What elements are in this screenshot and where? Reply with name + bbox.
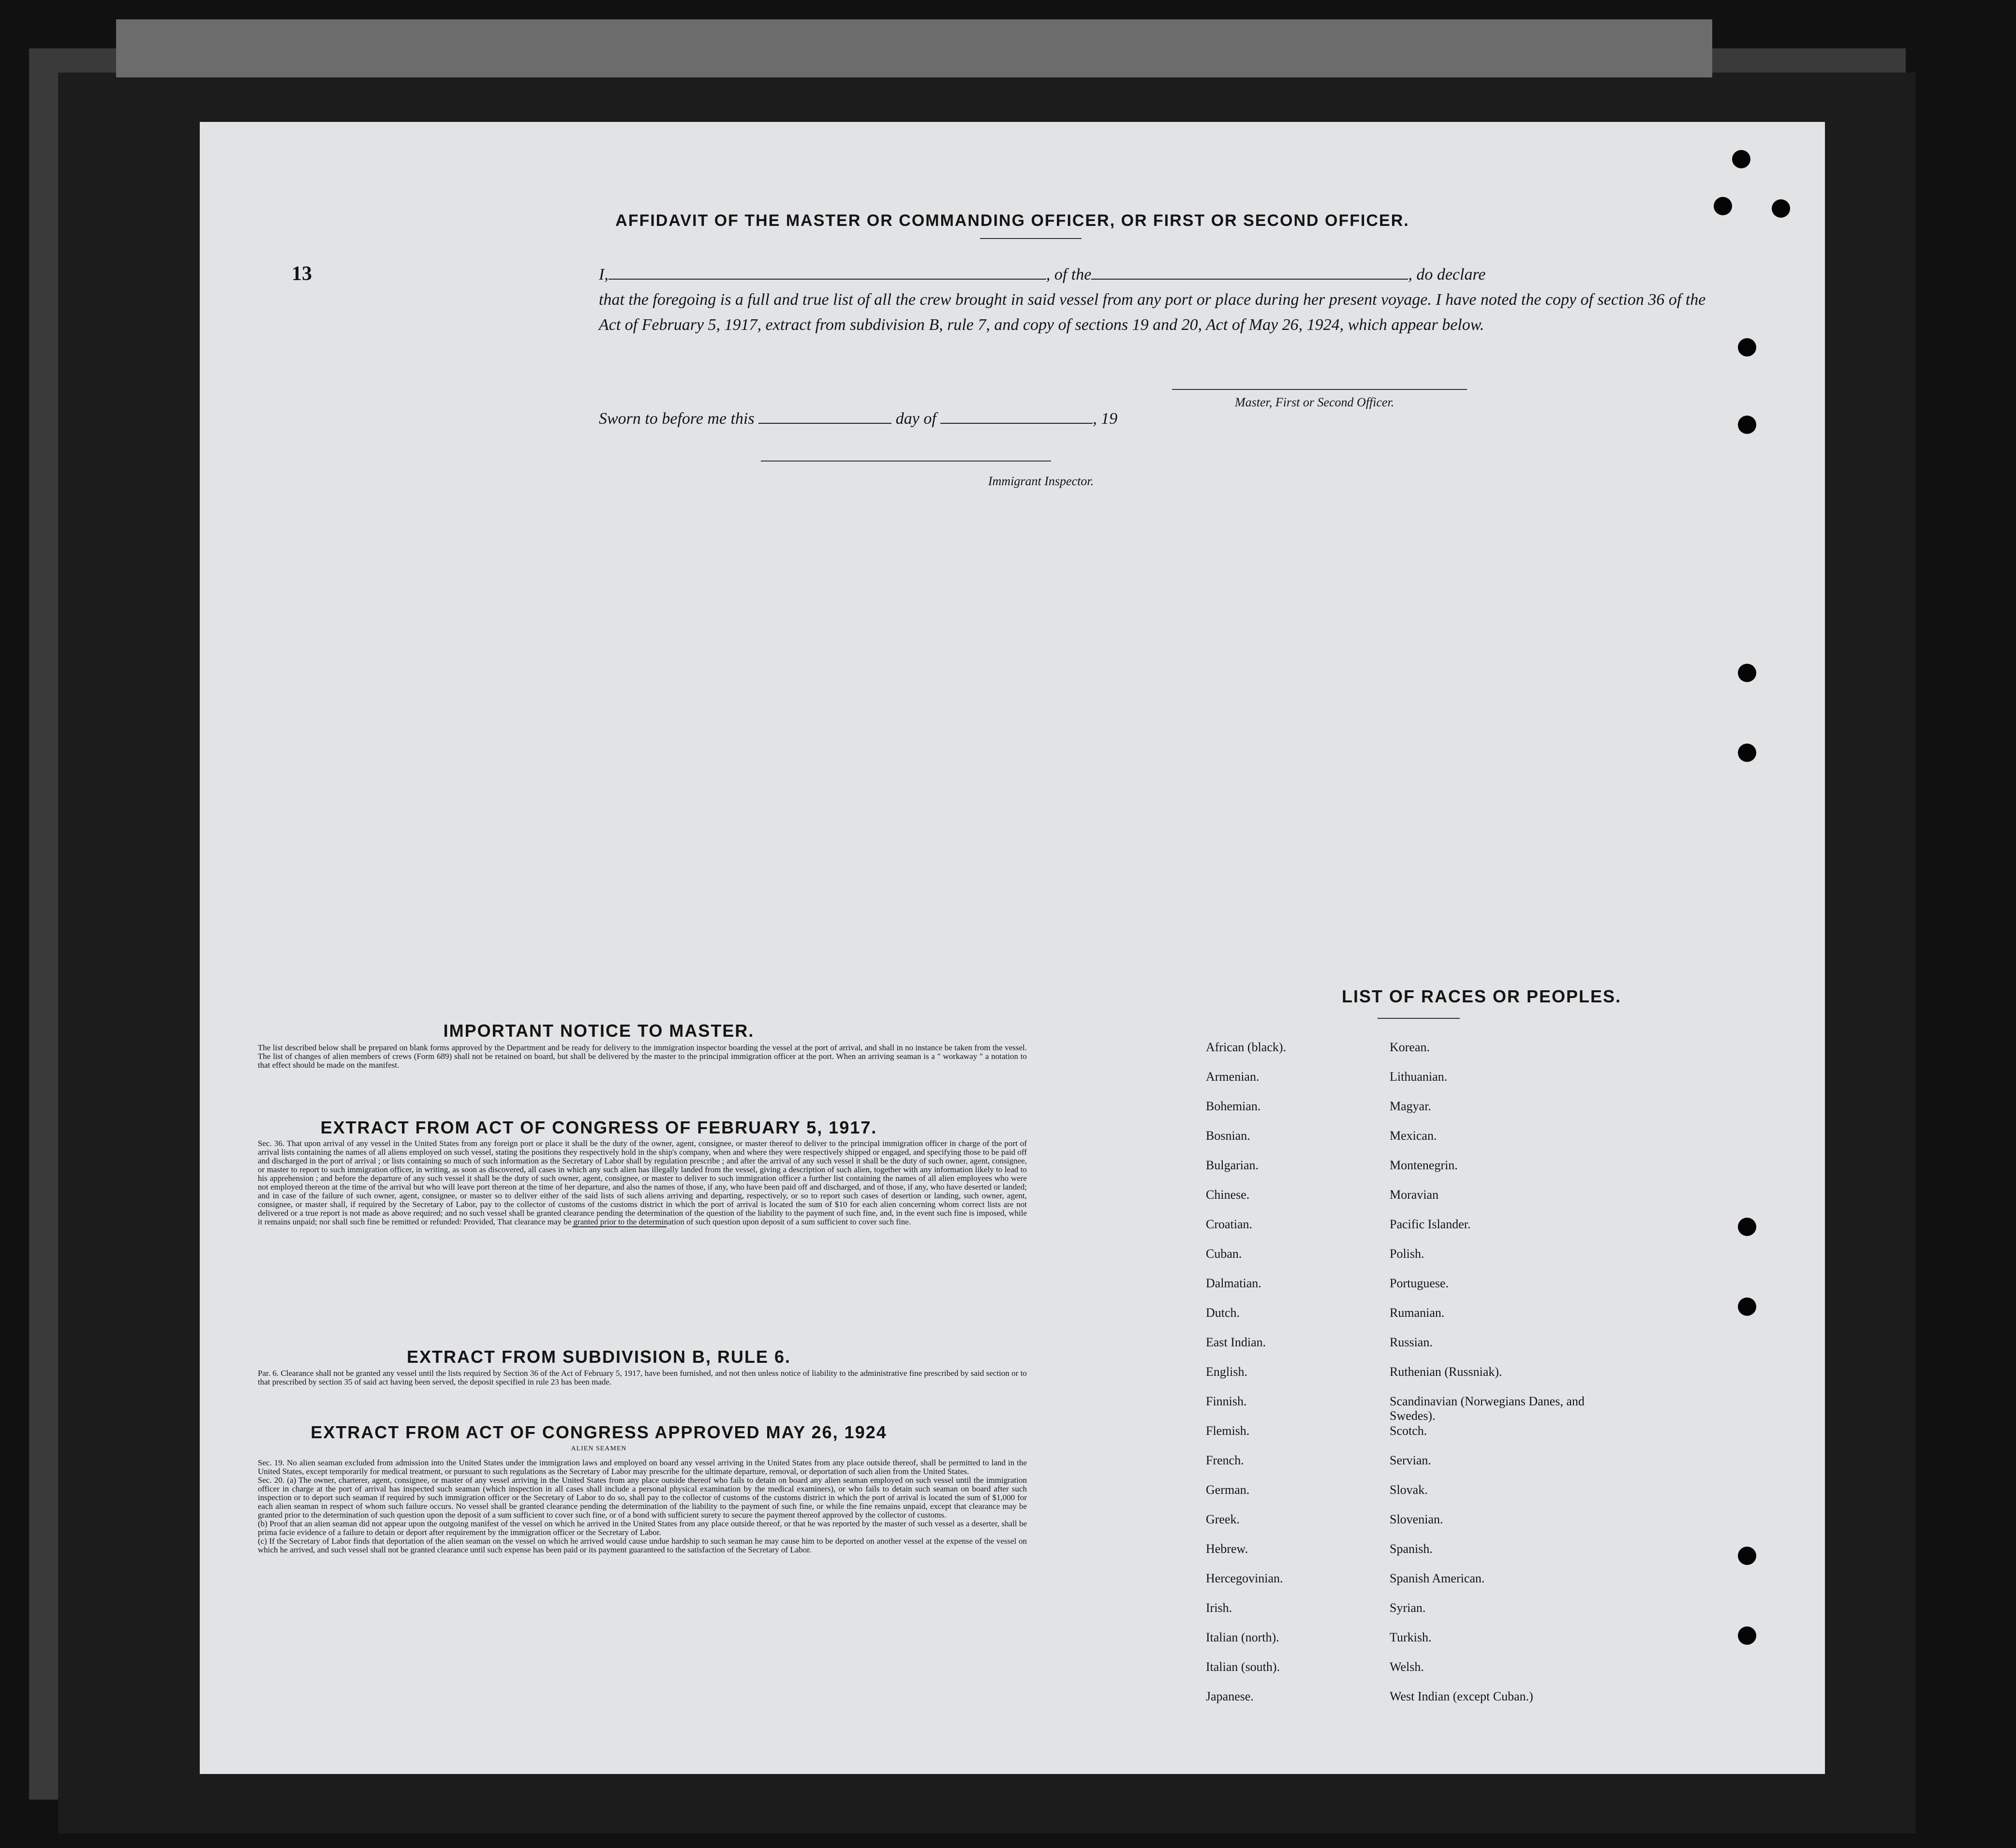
race-item: Portuguese. [1390, 1276, 1449, 1290]
race-item: Dutch. [1206, 1306, 1240, 1320]
races-left-column [1206, 1040, 1380, 1719]
signature-label: Master, First or Second Officer. [1235, 395, 1394, 409]
race-item: Pacific Islander. [1390, 1217, 1471, 1231]
sworn-day-of: day of [895, 410, 936, 428]
section-20b: (b) Proof that an alien seaman did not appear upon the outgoing manifest of the vessel on which he arrived in the United States from any place outside thereof, or that he was reported by the master of such vessel as a deserter, shall be prima facie evidence of a failure to detain or deport after requirement by the immigration officer or the Secretary of Labor. [258, 1519, 1027, 1537]
race-item: Bosnian. [1206, 1129, 1250, 1143]
race-item: Croatian. [1206, 1217, 1253, 1231]
affidavit-declare: , do declare [1408, 266, 1486, 283]
races-right-column [1390, 1040, 1593, 1719]
races-title: LIST OF RACES OR PEOPLES. [1341, 986, 1622, 1006]
binding-hole [1738, 1218, 1756, 1236]
affidavit-line-1 [599, 262, 1706, 287]
affidavit-text [599, 262, 1706, 338]
race-item: Hercegovinian. [1206, 1571, 1283, 1585]
race-item: Armenian. [1206, 1070, 1260, 1084]
race-item: Scandinavian (Norwegians Danes, and Swedes). [1390, 1394, 1585, 1423]
race-item: English. [1206, 1365, 1247, 1379]
vessel-blank[interactable] [1091, 266, 1408, 280]
race-item: Irish. [1206, 1601, 1232, 1615]
race-item: Slovak. [1390, 1483, 1428, 1497]
race-item: Italian (north). [1206, 1630, 1279, 1644]
section-20a: Sec. 20. (a) The owner, charterer, agent, consignee, or master of any vessel arriving in the United States from any place outside thereof who fails to detain on board any alien seaman employed on such vessel until the immigration officer in charge at the port of arrival has inspected such seaman (which inspection in all cases shall include a personal physical examination by the medical examiners), or who fails to detain such seaman on board after such inspection or to deport such seaman if required by such immigration officer or the Secretary of Labor to do so, shall pay to the collector of customs of the customs district in which the port of arrival is located the sum of $1,000 for each alien seaman in respect of whom such failure occurs. No vessel shall be granted clearance pending the determination of the liability to the payment of such fine, or while the fine remains unpaid, except that clearance may be granted prior to the determination of such question upon the deposit of a sum sufficient to cover such fine, or of a bond with sufficient surety to secure the payment thereof approved by the collector of customs. [258, 1475, 1027, 1520]
race-item: Dalmatian. [1206, 1276, 1261, 1290]
race-item: Flemish. [1206, 1424, 1250, 1438]
margin-mark: 13 [292, 263, 312, 285]
binding-hole [1738, 1547, 1756, 1565]
race-item: German. [1206, 1483, 1250, 1497]
race-item: French. [1206, 1453, 1244, 1467]
race-item: Ruthenian (Russniak). [1390, 1365, 1502, 1379]
race-item: Spanish. [1390, 1542, 1433, 1556]
race-item: Bulgarian. [1206, 1158, 1259, 1172]
affidavit-of-the: , of the [1046, 266, 1092, 283]
inspector-signature-line[interactable] [761, 461, 1051, 462]
notice-text: The list described below shall be prepared on blank forms approved by the Department and be ready for delivery to the immigration inspector boarding the vessel at the port of arrival, and shall in no instance be taken from the vessel. The list of changes of alien members of crews (Form 689) shall not be retained on board, but shall be delivered by the master to the principal immigration officer at the port. When an arriving seaman is a " workaway " a notation to that effect should be made on the manifest. [258, 1043, 1027, 1070]
race-item: Turkish. [1390, 1630, 1432, 1644]
section-19: Sec. 19. No alien seaman excluded from admission into the United States under the immigration laws and employed on board any vessel arriving in the United States from any place outside thereof, shall be permitted to land in the United States, except temporarily for medical treatment, or pursuant to such regulations as the Secretary of Labor may prescribe for the ultimate departure, removal, or deportation of such alien from the United States. [258, 1458, 1027, 1476]
sworn-month-blank[interactable] [940, 410, 1093, 424]
races-rule [1378, 1018, 1460, 1019]
inspector-label: Immigrant Inspector. [988, 474, 1094, 488]
race-item: West Indian (except Cuban.) [1390, 1689, 1533, 1703]
manifest-page [200, 122, 1825, 1774]
extract-1917-title: EXTRACT FROM ACT OF CONGRESS OF FEBRUARY 5, 1917. [320, 1118, 877, 1137]
race-item: Slovenian. [1390, 1512, 1443, 1526]
sworn-line [599, 410, 1117, 428]
race-item: Finnish. [1206, 1394, 1247, 1408]
race-item: East Indian. [1206, 1335, 1266, 1349]
binding-hole [1738, 416, 1756, 434]
sworn-year: , 19 [1093, 410, 1118, 428]
race-item: Servian. [1390, 1453, 1431, 1467]
race-item: Greek. [1206, 1512, 1240, 1526]
race-item: Montenegrin. [1390, 1158, 1458, 1172]
extract-1924-subtitle: ALIEN SEAMEN [571, 1445, 627, 1452]
race-item: Rumanian. [1390, 1306, 1445, 1320]
extract-1924-text [258, 1459, 1027, 1554]
race-item: Moravian [1390, 1188, 1439, 1202]
race-item: Welsh. [1390, 1660, 1424, 1674]
binding-hole [1738, 338, 1756, 357]
race-item: Cuban. [1206, 1247, 1242, 1261]
sworn-day-blank[interactable] [758, 410, 891, 424]
race-item: Magyar. [1390, 1099, 1431, 1113]
race-item: Spanish American. [1390, 1571, 1485, 1585]
binding-hole [1738, 664, 1756, 682]
race-item: Mexican. [1390, 1129, 1437, 1143]
race-item: Bohemian. [1206, 1099, 1261, 1113]
race-item: Japanese. [1206, 1689, 1254, 1703]
affidavit-body: that the foregoing is a full and true list of all the crew brought in said vessel from any port or place during her present voyage. I have noted the copy of section 36 of the Act of February 5, 1917, extract from subdivision B, rule 7, and copy of sections 19 and 20, Act of May 26, 1924, which appear below. [599, 291, 1706, 334]
race-item: Italian (south). [1206, 1660, 1280, 1674]
section-rule [572, 1226, 667, 1227]
race-item: Hebrew. [1206, 1542, 1248, 1556]
extract-1917-text: Sec. 36. That upon arrival of any vessel in the United States from any foreign port or place it shall be the duty of the owner, agent, consignee, or master thereof to deliver to the principal immigration officer in charge of the port of arrival lists containing the names of all aliens employed on such vessel, stating the positions they respectively hold in the ship's company, when and where they were respectively shipped or engaged, and specifying those to be paid off and discharged in the port of arrival ; or lists containing so much of such information as the Secretary of Labor shall by regulation prescribe ; and after the arrival of any such vessel it shall be the duty of such owner, agent, consignee, or master to report to such immigration officer, in writing, as soon as discovered, all cases in which any such alien has illegally landed from the vessel, giving a description of such alien, together with any information likely to lead to his apprehension ; and before the departure of any such vessel it shall be the duty of such owner, agent, consignee, or master to deliver to such immigration officer a further list containing the names of all alien employees who were not employed thereon at the time of the arrival but who will leave port thereon at the time of her departure, and also the names of those, if any, who have been paid off and discharged, and of those, if any, who have deserted or landed; and in case of the failure of such owner, agent, consignee, or master so to deliver either of the said lists of such aliens arriving and departing, respectively, or so to report such cases of desertion or landing, such owner, agent, consignee, or master shall, if required by the Secretary of Labor, pay to the collector of customs of the customs district in which the port of arrival is located the sum of $10 for each alien concerning whom correct lists are not delivered or a true report is not made as above required; and no such vessel shall be granted clearance pending the determination of the question of the liability to the payment of such fine, and, in the event such fine is imposed, while it remains unpaid; nor shall such fine be remitted or refunded: Provided, That clearance may be granted prior to the determination of such question upon deposit of a sum sufficient to cover such fine. [258, 1139, 1027, 1226]
race-item: African (black). [1206, 1040, 1287, 1054]
affidavit-title: AFFIDAVIT OF THE MASTER OR COMMANDING OFFICER, OR FIRST OR SECOND OFFICER. [615, 211, 1409, 230]
affidavit-i: I, [599, 266, 608, 283]
signature-line[interactable] [1172, 389, 1467, 390]
binding-hole [1738, 744, 1756, 762]
race-item: Lithuanian. [1390, 1070, 1448, 1084]
extract-rule6-text: Par. 6. Clearance shall not be granted any vessel until the lists required by Section 36 of the Act of February 5, 1917, have been furnished, and not then unless notice of liability to the administrative fine prescribed by said section or to that prescribed by section 35 of said act having been served, the deposit specified in rule 23 has been made. [258, 1369, 1027, 1386]
binding-hole [1732, 150, 1750, 168]
race-item: Syrian. [1390, 1601, 1426, 1615]
race-item: Chinese. [1206, 1188, 1250, 1202]
sworn-prefix: Sworn to before me this [599, 410, 755, 428]
race-item: Russian. [1390, 1335, 1433, 1349]
backing-sheet-top [116, 19, 1712, 77]
binding-hole [1738, 1626, 1756, 1645]
title-rule [980, 238, 1082, 239]
race-item: Polish. [1390, 1247, 1424, 1261]
race-item: Scotch. [1390, 1424, 1427, 1438]
race-item: Korean. [1390, 1040, 1430, 1054]
section-20c: (c) If the Secretary of Labor finds that deportation of the alien seaman on the vessel on which he arrived would cause undue hardship to such seaman he may cause him to be deported on another vessel at the expense of the vessel on which he arrived, and such vessel shall not be granted clearance until such expense has been paid or its payment guaranteed to the satisfaction of the Secretary of Labor. [258, 1536, 1027, 1554]
notice-title: IMPORTANT NOTICE TO MASTER. [443, 1021, 755, 1041]
binding-hole [1738, 1297, 1756, 1316]
name-blank[interactable] [608, 266, 1046, 280]
extract-rule6-title: EXTRACT FROM SUBDIVISION B, RULE 6. [406, 1347, 791, 1367]
extract-1924-title: EXTRACT FROM ACT OF CONGRESS APPROVED MAY 26, 1924 [311, 1422, 887, 1442]
